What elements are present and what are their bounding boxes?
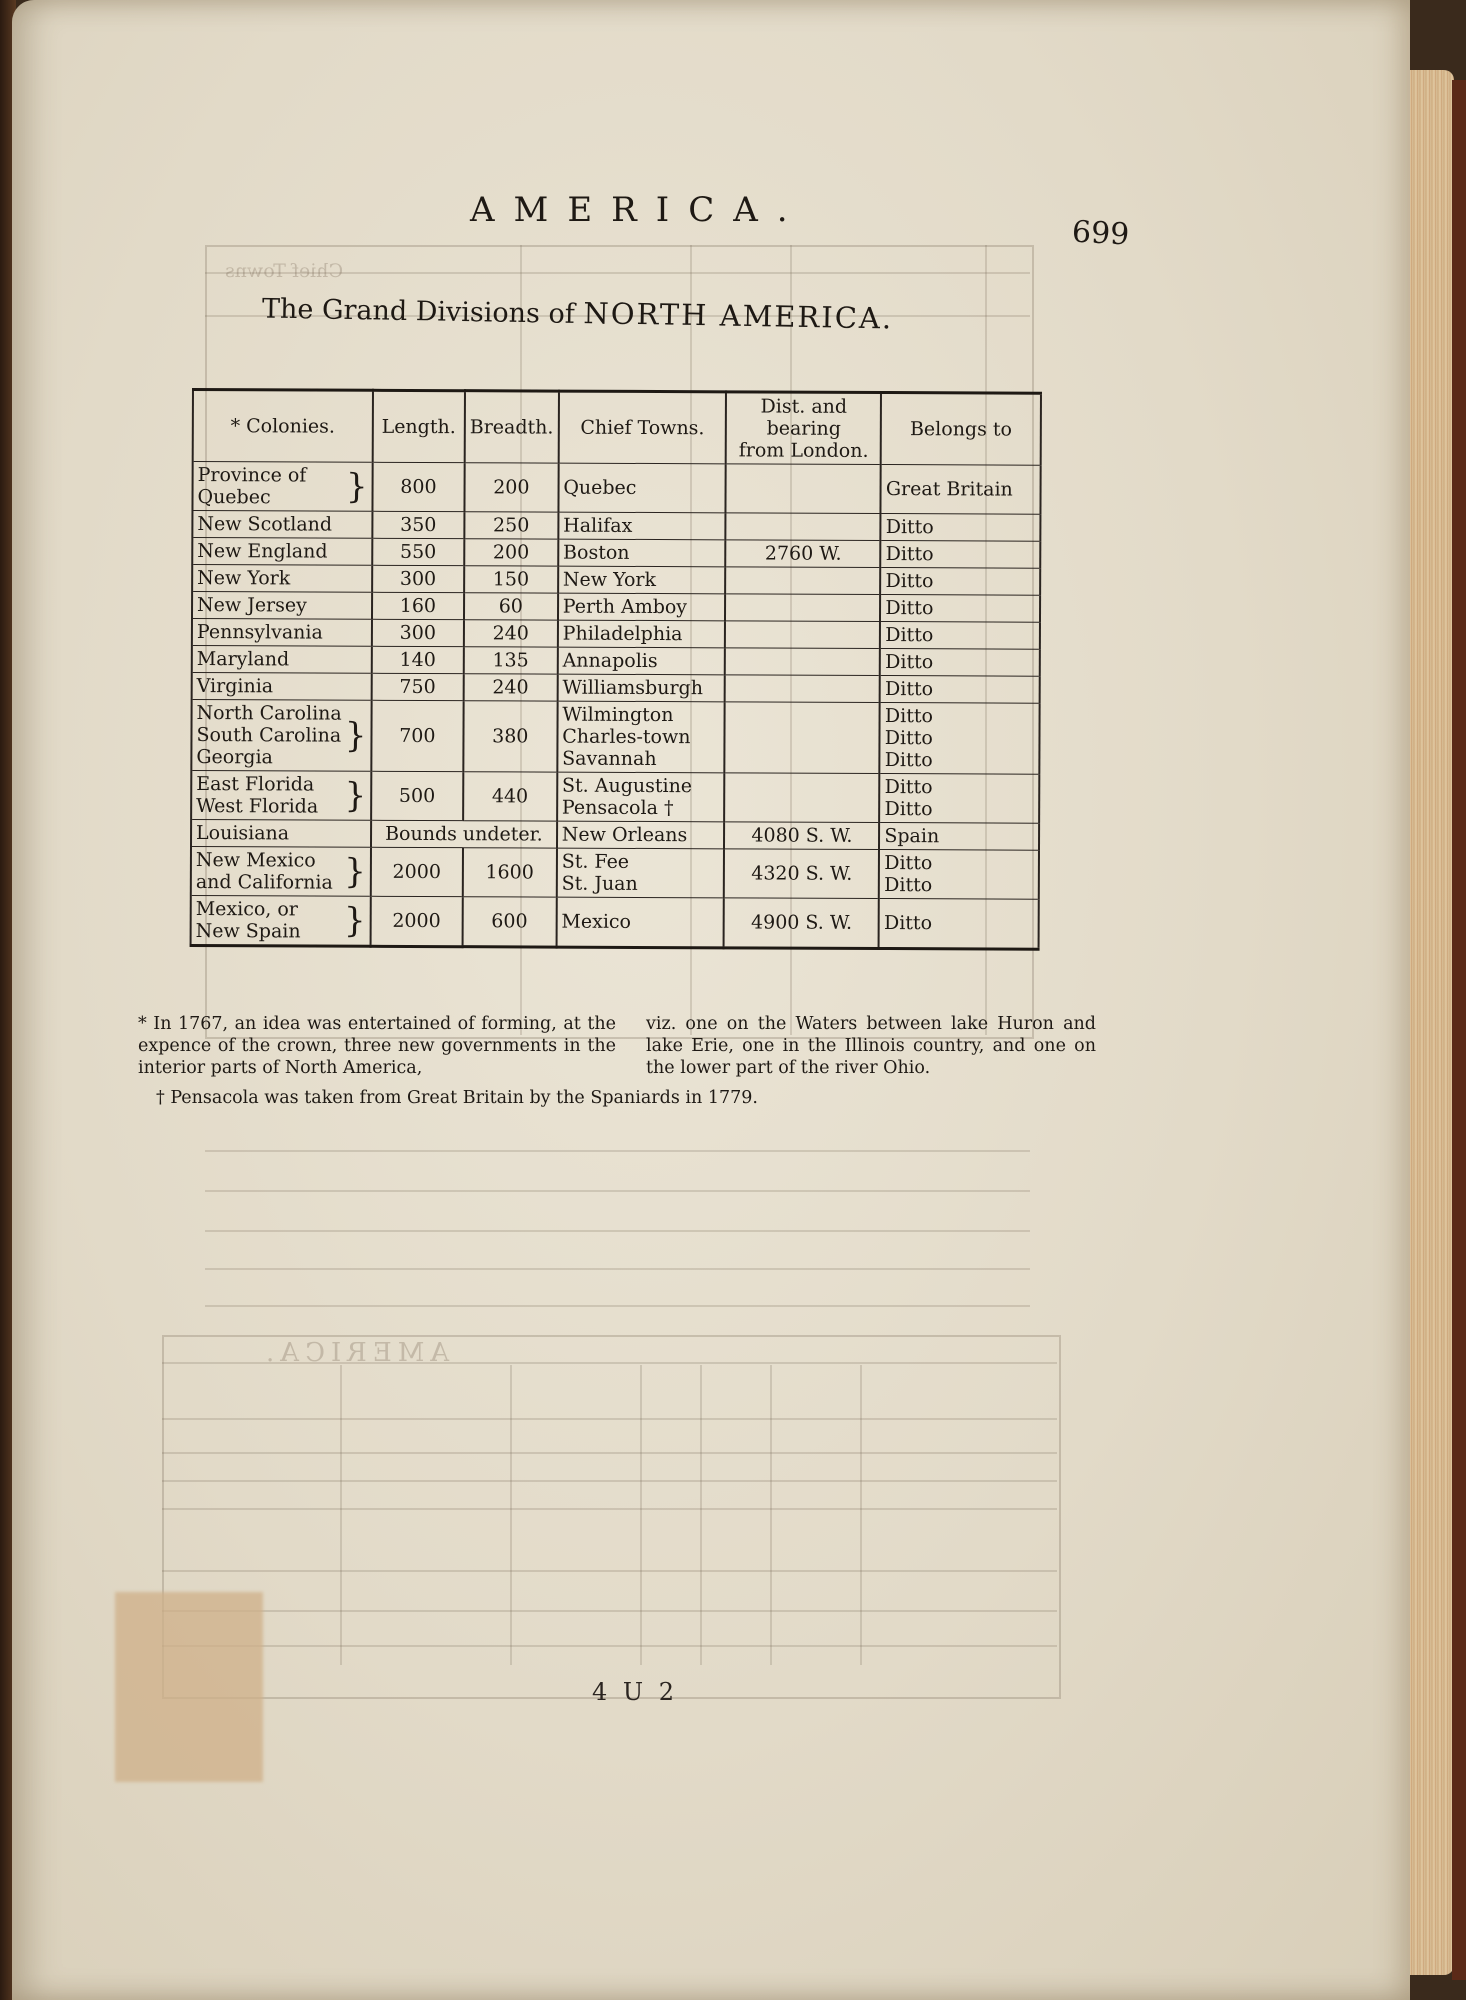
town-name: Halifax xyxy=(563,514,633,537)
belongs-value: Spain xyxy=(884,825,940,848)
cell-breadth: 1600 xyxy=(463,848,557,897)
colony-name: New Scotland xyxy=(197,513,333,536)
cell-breadth: 240 xyxy=(464,620,558,647)
table-body xyxy=(191,462,1041,950)
cell-length: 750 xyxy=(372,673,464,700)
table-row xyxy=(192,646,1040,677)
cell-distance xyxy=(725,648,880,676)
cell-distance xyxy=(725,702,880,774)
cell-colony xyxy=(192,511,372,539)
cell-belongs xyxy=(880,595,1040,623)
page-number: 699 xyxy=(1071,214,1131,253)
cell-length: 160 xyxy=(372,592,464,619)
cell-breadth: 60 xyxy=(464,593,558,620)
cell-chief-towns xyxy=(558,539,726,567)
cell-length: 300 xyxy=(372,565,464,592)
footnote-star xyxy=(138,1013,1096,1079)
brace-mark: } xyxy=(344,715,367,756)
town-name: Pensacola † xyxy=(561,796,674,820)
town-name: Mexico xyxy=(561,910,632,933)
header-length: Length. xyxy=(373,390,465,462)
cell-colony xyxy=(191,820,371,848)
colony-name: New England xyxy=(197,540,328,563)
table-title-prefix: The Grand Divisions of xyxy=(261,293,576,330)
footnote-dagger: † Pensacola was taken from Great Britain by the Spaniards in 1779. xyxy=(156,1088,758,1108)
colony-name: South Carolina xyxy=(196,724,342,747)
cell-distance: 4320 S. W. xyxy=(724,849,879,899)
belongs-value: Ditto xyxy=(885,624,934,647)
cell-colony xyxy=(192,565,372,593)
cell-breadth: 600 xyxy=(462,897,556,947)
table-row xyxy=(191,700,1039,775)
town-name: Charles-town xyxy=(562,725,691,749)
town-name: St. Augustine xyxy=(562,774,693,798)
cell-distance xyxy=(725,675,880,703)
cell-length: 350 xyxy=(372,511,464,538)
town-name: Savannah xyxy=(562,747,657,771)
town-name: Boston xyxy=(563,541,630,564)
belongs-value: Ditto xyxy=(884,776,933,799)
table-row xyxy=(192,619,1040,650)
cell-breadth: 240 xyxy=(463,674,557,701)
belongs-value: Ditto xyxy=(884,852,933,875)
belongs-value: Ditto xyxy=(884,798,933,821)
town-name: Annapolis xyxy=(562,649,658,673)
cell-length: 550 xyxy=(372,538,464,565)
cell-chief-towns xyxy=(558,593,726,621)
cell-chief-towns xyxy=(557,848,725,898)
cell-chief-towns xyxy=(558,512,726,540)
town-name: Perth Amboy xyxy=(562,595,688,619)
town-name: St. Juan xyxy=(561,872,638,895)
cell-chief-towns xyxy=(557,701,725,773)
belongs-value: Ditto xyxy=(884,874,933,897)
cell-belongs xyxy=(879,823,1039,851)
colony-name: New Spain xyxy=(195,920,301,943)
cell-chief-towns xyxy=(558,620,726,648)
cell-bounds: Bounds undeter. xyxy=(371,820,557,848)
cell-chief-towns xyxy=(558,647,726,675)
town-name: Wilmington xyxy=(562,703,674,727)
colony-name: Louisiana xyxy=(196,822,290,845)
cell-length: 300 xyxy=(372,619,464,646)
colony-name: New Jersey xyxy=(197,594,307,617)
cell-distance: 4080 S. W. xyxy=(724,822,879,850)
brace-mark: } xyxy=(343,900,366,941)
cell-belongs xyxy=(880,622,1040,650)
footnotes xyxy=(138,1013,1096,1109)
table-row xyxy=(191,820,1039,851)
cell-chief-towns xyxy=(557,772,725,822)
cell-belongs xyxy=(879,850,1039,900)
cell-belongs xyxy=(880,568,1040,596)
cell-chief-towns xyxy=(557,821,725,849)
belongs-value: Ditto xyxy=(885,570,934,593)
cell-colony xyxy=(192,673,372,701)
cell-belongs xyxy=(881,514,1041,542)
table-row xyxy=(192,511,1040,542)
belongs-value: Ditto xyxy=(885,597,934,620)
cell-chief-towns xyxy=(558,463,726,513)
town-name: Quebec xyxy=(563,476,637,499)
cell-breadth: 380 xyxy=(463,701,557,772)
cell-colony xyxy=(192,538,372,566)
cell-colony xyxy=(191,847,371,897)
cell-breadth: 440 xyxy=(463,772,557,821)
cell-length: 800 xyxy=(372,462,464,511)
cell-breadth: 200 xyxy=(464,463,558,512)
cell-chief-towns xyxy=(556,897,724,948)
cell-length: 700 xyxy=(371,700,463,771)
colony-name: Province of xyxy=(197,464,307,487)
cell-distance xyxy=(726,513,881,541)
cell-distance: 4900 S. W. xyxy=(724,898,879,949)
signature-mark: 4 U 2 xyxy=(592,1678,679,1706)
cell-distance xyxy=(726,567,881,595)
colony-name: Maryland xyxy=(196,648,290,671)
cell-length: 140 xyxy=(372,646,464,673)
cell-belongs xyxy=(880,649,1040,677)
colony-name: Georgia xyxy=(196,746,273,769)
cell-colony xyxy=(192,462,372,512)
header-distance-line-2: from London. xyxy=(738,439,869,462)
colony-name: West Florida xyxy=(196,795,319,818)
belongs-value: Ditto xyxy=(884,705,933,728)
cell-colony xyxy=(191,700,371,772)
cell-colony xyxy=(191,895,371,946)
colony-name: New Mexico xyxy=(195,849,316,872)
table-row xyxy=(192,592,1040,623)
header-breadth: Breadth. xyxy=(464,391,558,463)
colony-name: Virginia xyxy=(196,675,274,698)
belongs-value: Ditto xyxy=(885,651,934,674)
header-chief-towns: Chief Towns. xyxy=(558,391,726,464)
cell-belongs xyxy=(879,899,1039,950)
cell-breadth: 250 xyxy=(464,512,558,539)
town-name: New Orleans xyxy=(561,823,688,847)
cell-breadth: 135 xyxy=(464,647,558,674)
colony-name: Mexico, or xyxy=(195,898,298,921)
table-row xyxy=(191,847,1039,900)
table-row xyxy=(192,462,1040,515)
table-title-main: NORTH AMERICA. xyxy=(583,296,894,336)
cell-breadth: 200 xyxy=(464,539,558,566)
book-cover-edge xyxy=(1452,80,1466,1980)
table-row xyxy=(191,771,1039,824)
cell-colony xyxy=(192,646,372,674)
cell-length: 500 xyxy=(371,771,463,820)
table-row xyxy=(191,895,1039,949)
brace-mark: } xyxy=(345,466,368,507)
table-row xyxy=(192,673,1040,704)
cell-belongs xyxy=(881,465,1041,515)
cell-breadth: 150 xyxy=(464,566,558,593)
colony-name: and California xyxy=(195,871,333,894)
cell-belongs xyxy=(880,703,1040,775)
header-distance-line-1: Dist. and bearing xyxy=(760,395,848,440)
cell-belongs xyxy=(879,774,1039,824)
colony-name: East Florida xyxy=(196,773,315,796)
belongs-value: Ditto xyxy=(884,749,933,772)
header-belongs: Belongs to xyxy=(881,393,1041,466)
paper-stain xyxy=(115,1592,263,1782)
town-name: New York xyxy=(562,568,657,592)
grand-divisions-table xyxy=(190,388,1042,951)
belongs-value: Ditto xyxy=(885,516,934,539)
brace-mark: } xyxy=(344,851,366,892)
cell-distance: 2760 W. xyxy=(726,540,881,568)
cell-length: 2000 xyxy=(371,896,463,946)
footnote-star-left: * In 1767, an idea was entertained of forming, at the expence of the crown, three new governments in the interior parts of North America, xyxy=(138,1014,616,1078)
town-name: St. Fee xyxy=(561,850,630,873)
cell-colony xyxy=(192,619,372,647)
cell-distance xyxy=(725,773,880,823)
belongs-value: Ditto xyxy=(885,543,934,566)
belongs-value: Great Britain xyxy=(885,478,1013,501)
cell-length: 2000 xyxy=(371,847,463,896)
town-name: Williamsburgh xyxy=(562,676,704,700)
header-distance xyxy=(726,392,881,465)
belongs-value: Ditto xyxy=(884,727,933,750)
table-header-row xyxy=(193,390,1041,466)
cell-distance xyxy=(726,464,881,514)
cell-distance xyxy=(725,621,880,649)
header-colonies: * Colonies. xyxy=(193,390,373,463)
cell-belongs xyxy=(880,676,1040,704)
footnote-star-right: viz. one on the Waters between lake Huron and lake Erie, one in the Illinois country, and one on the lower part of the river Ohio. xyxy=(646,1014,1096,1078)
cell-chief-towns xyxy=(557,674,725,702)
table-row xyxy=(192,538,1040,569)
cell-chief-towns xyxy=(558,566,726,594)
cell-distance xyxy=(725,594,880,622)
cell-belongs xyxy=(881,541,1041,569)
colony-name: Quebec xyxy=(197,486,271,509)
colony-name: Pennsylvania xyxy=(196,621,323,644)
table-row xyxy=(192,565,1040,596)
cell-colony xyxy=(191,771,371,821)
colony-name: New York xyxy=(197,567,291,590)
belongs-value: Ditto xyxy=(883,912,933,935)
belongs-value: Ditto xyxy=(884,678,934,701)
cell-colony xyxy=(192,592,372,620)
colony-name: North Carolina xyxy=(196,702,342,725)
brace-mark: } xyxy=(344,775,367,816)
running-head: AMERICA. xyxy=(470,190,807,230)
town-name: Philadelphia xyxy=(562,622,683,646)
